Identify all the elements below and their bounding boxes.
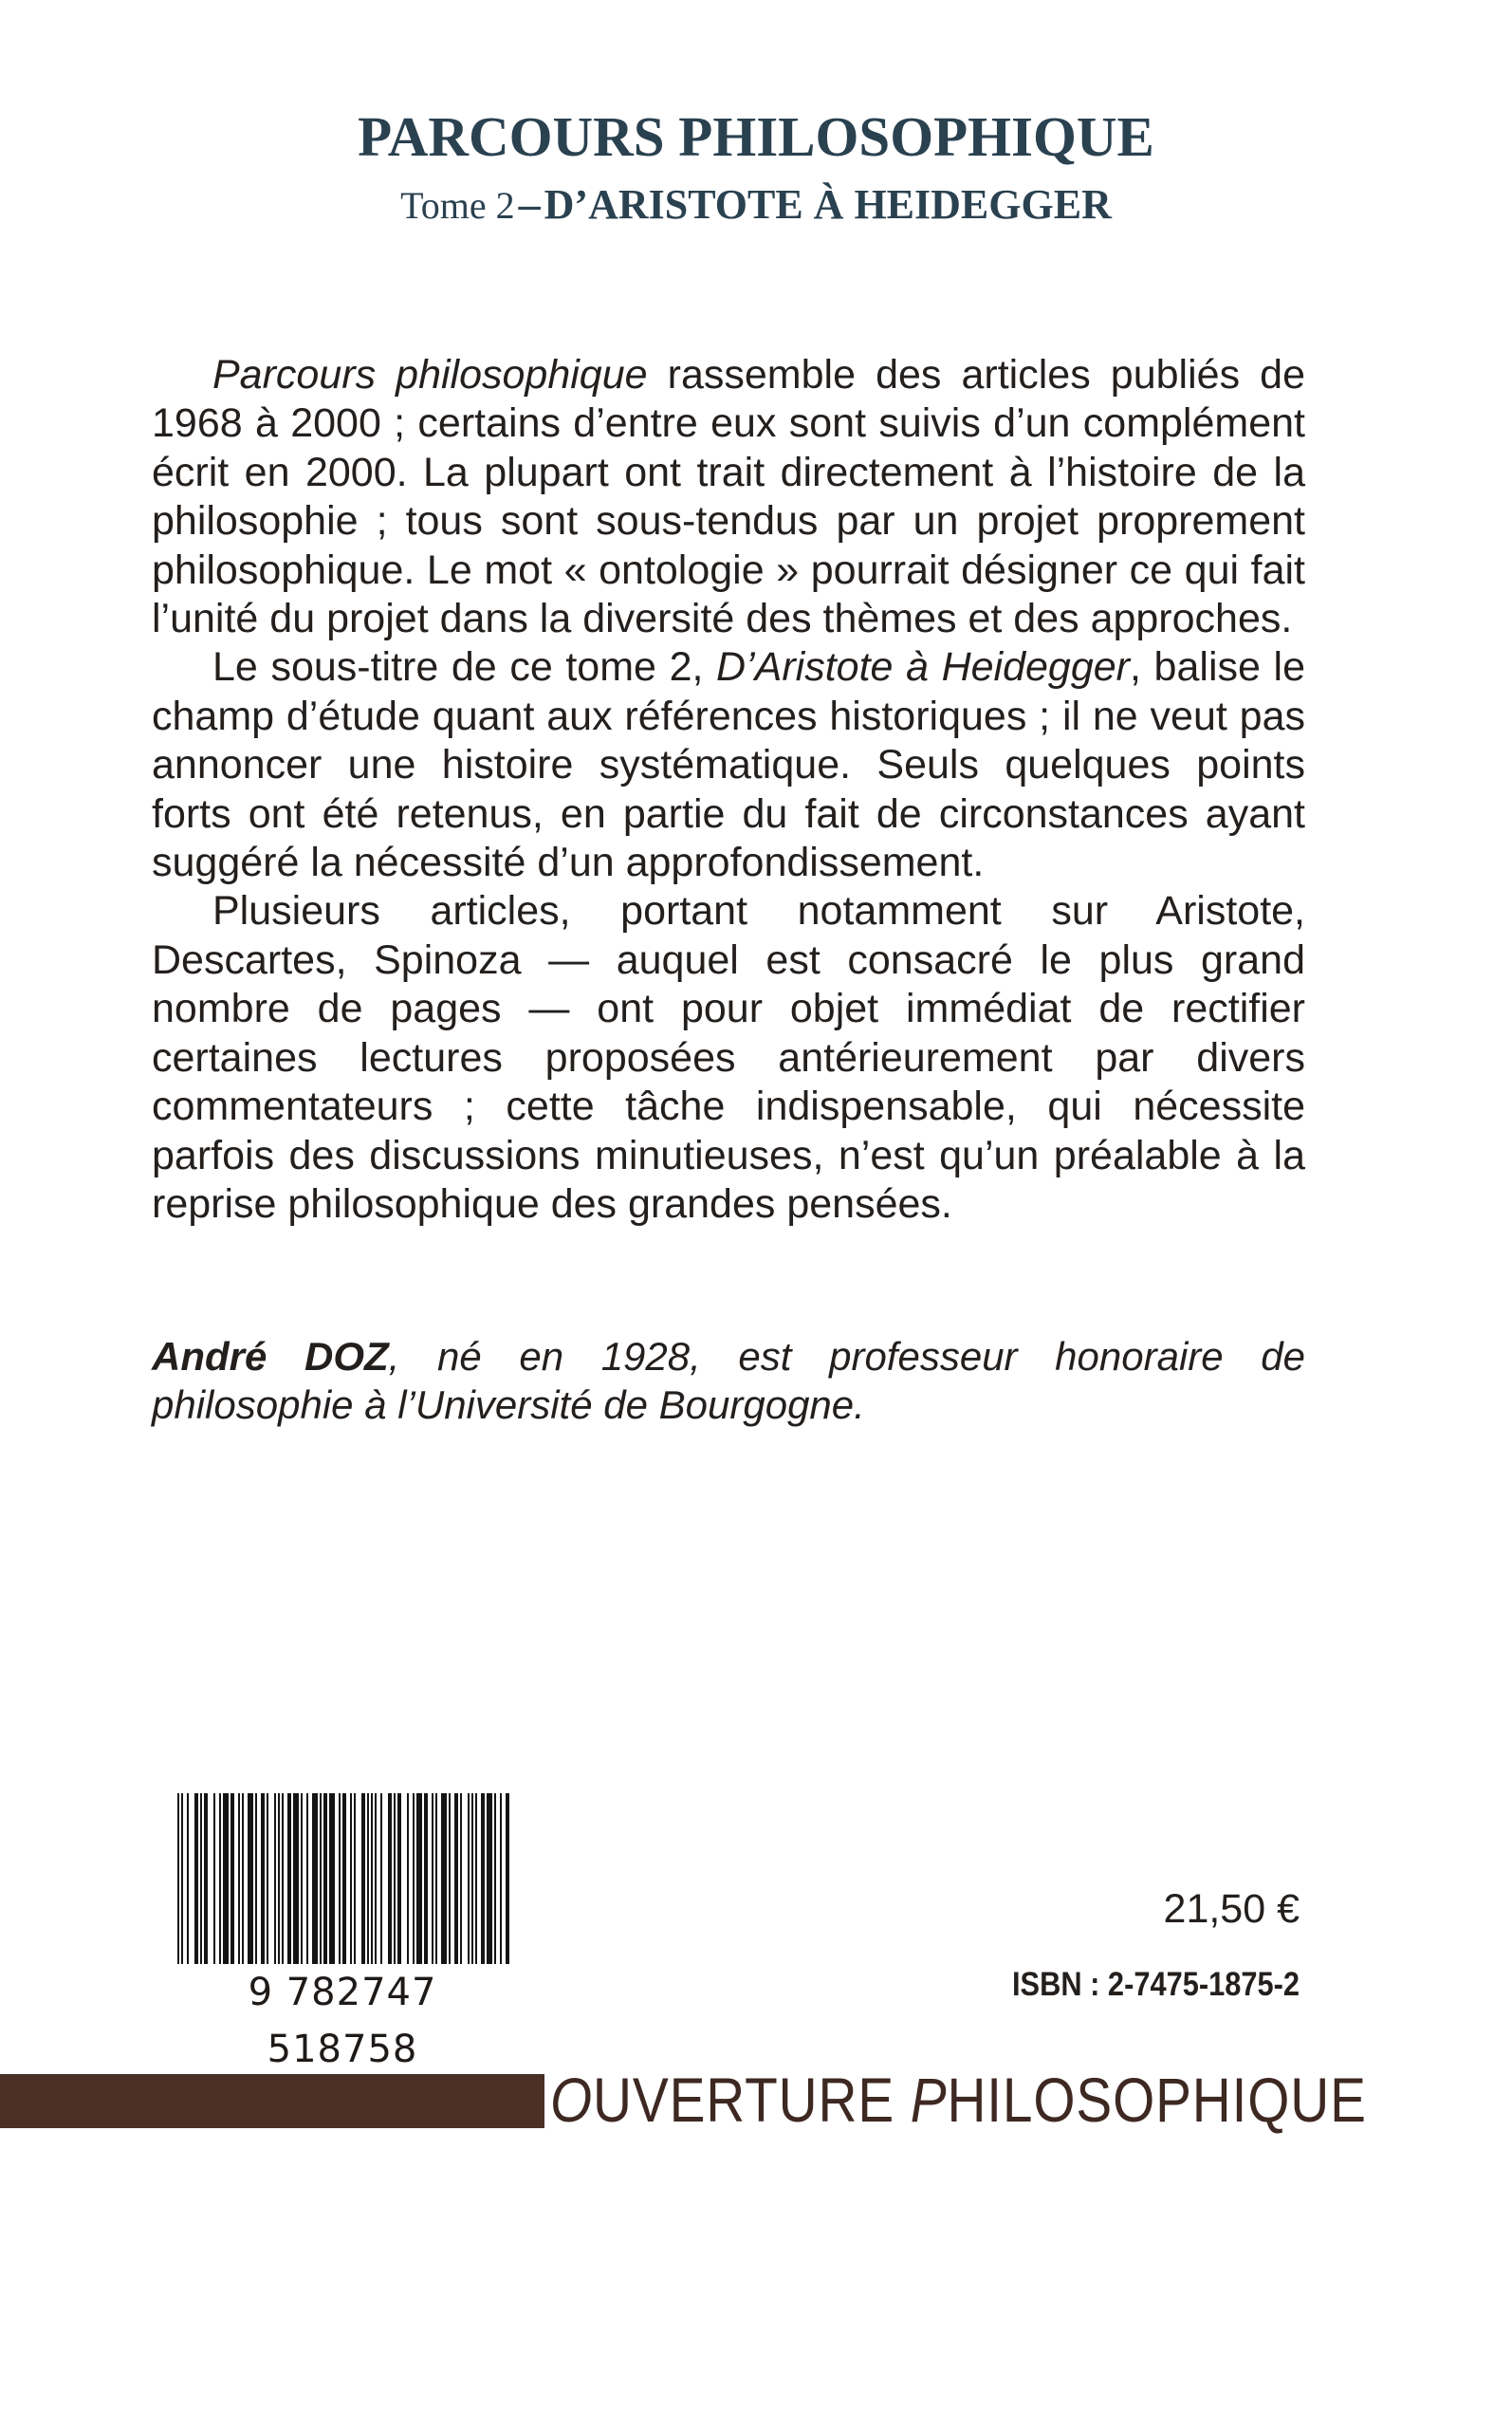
author-bio-text: , né en 1928, est professeur honoraire de philosophie à l’Université de Bourgogne.	[152, 1334, 1305, 1427]
series-name	[550, 2059, 1367, 2140]
barcode-bar	[500, 1793, 502, 1983]
barcode-bar	[375, 1793, 377, 1983]
barcode-bar	[204, 1793, 208, 1983]
barcode-bar	[242, 1793, 244, 1983]
barcode-bar	[329, 1793, 335, 1983]
author-name: André DOZ	[152, 1334, 389, 1379]
barcode-bar	[441, 1793, 447, 1983]
barcode-bar	[261, 1793, 265, 1983]
barcode-bar	[397, 1793, 401, 1983]
barcode-bar	[468, 1793, 470, 1983]
barcode-bar	[416, 1793, 422, 1983]
book-subtitle: D’ARISTOTE À HEIDEGGER	[544, 181, 1112, 228]
blurb-book-title: Parcours philosophique	[212, 352, 648, 398]
barcode-bar	[339, 1793, 341, 1983]
barcode-bar	[350, 1793, 352, 1983]
barcode-bar	[354, 1793, 356, 1983]
series-word-2: HILOSOPHIQUE	[947, 2065, 1367, 2135]
barcode-bar	[213, 1793, 215, 1983]
series-initial-p: P	[910, 2065, 948, 2135]
barcode-bar	[267, 1793, 268, 1983]
barcode-bar	[230, 1793, 234, 1983]
barcode-bar	[301, 1793, 303, 1983]
blurb-paragraph-3: Plusieurs articles, portant notamment sur Aristote, Descartes, Spinoza — auquel est consacré le plus grand nombre de pages — ont pour objet immédiat de rectifier certaines lectures proposées antérieurement par divers commentateurs ; cette tâche indispensable, qui nécessite parfois des discussions minutieuses, n’est qu’un préalable à la reprise philosophique des grandes pensées.	[152, 888, 1305, 1227]
barcode-bar	[481, 1793, 485, 1983]
barcode-bar	[454, 1793, 458, 1983]
barcode-bar	[475, 1793, 477, 1983]
blurb-paragraph-2	[152, 643, 1305, 887]
barcode-bar	[187, 1793, 189, 1983]
barcode-bar	[177, 1793, 179, 1983]
barcode-bar	[413, 1793, 415, 1983]
barcode-bar	[506, 1793, 509, 1983]
title-block	[0, 102, 1512, 248]
barcode-bar	[487, 1793, 492, 1983]
barcode-bar	[320, 1793, 322, 1983]
barcode-bar	[323, 1793, 327, 1983]
barcode-bar	[238, 1793, 240, 1983]
blurb-p2-subtitle: D’Aristote à Heidegger	[716, 644, 1130, 691]
barcode-digits: 9 782747 518758	[175, 1964, 509, 2078]
barcode-bar	[367, 1793, 369, 1983]
barcode-bar	[432, 1793, 433, 1983]
barcode-bar	[361, 1793, 365, 1983]
barcode-bar	[293, 1793, 299, 1983]
series-initial-o: O	[550, 2065, 594, 2135]
barcode-bar	[181, 1793, 183, 1983]
tome-label: Tome 2	[400, 184, 515, 227]
blurb-p2-text: , balise le champ d’étude quant aux références historiques ; il ne veut pas annoncer une histoire systématique. Seuls quelques points forts ont été retenus, en partie du fait de circonstances ayant suggéré la nécessité d’un approfondissement.	[152, 644, 1305, 886]
barcode-bar	[424, 1793, 428, 1983]
subtitle-dash: –	[518, 179, 541, 228]
barcode-bar	[287, 1793, 291, 1983]
barcode-bar	[380, 1793, 382, 1983]
barcode-bar	[371, 1793, 373, 1983]
blurb-p1-text: rassemble des articles publiés de 1968 à 2000 ; certains d’entre eux sont suivis d’un complément écrit en 2000. La plupart ont trait directement à l’histoire de la philosophie ; tous sont sous-tendus par un projet proprement philosophique. Le mot « ontologie » pourrait désigner ce qui fait l’unité du projet dans la diversité des thèmes et des approches.	[152, 352, 1305, 642]
barcode-bar	[394, 1793, 396, 1983]
barcode-bar	[219, 1793, 221, 1983]
barcode-bar	[342, 1793, 346, 1983]
barcode-bar	[278, 1793, 280, 1983]
book-subtitle-line	[0, 171, 1512, 248]
barcode-bar	[282, 1793, 284, 1983]
author-bio	[152, 1332, 1305, 1429]
barcode-bar	[194, 1793, 198, 1983]
barcode-bar	[471, 1793, 473, 1983]
book-title: PARCOURS PHILOSOPHIQUE	[358, 105, 1154, 168]
barcode-bars	[175, 1793, 509, 1983]
barcode-bar	[435, 1793, 437, 1983]
barcode-bar	[306, 1793, 308, 1983]
barcode-bar	[312, 1793, 318, 1983]
barcode-bar	[460, 1793, 462, 1983]
series-bar	[0, 2074, 544, 2128]
blurb-paragraph-1	[152, 351, 1305, 643]
series-word-1: UVERTURE	[593, 2065, 911, 2135]
barcode-bar	[274, 1793, 276, 1983]
barcode-bar	[449, 1793, 451, 1983]
barcode-bar	[223, 1793, 229, 1983]
blurb	[152, 351, 1305, 1229]
barcode-bar	[255, 1793, 257, 1983]
barcode-bar	[200, 1793, 202, 1983]
price: 21,50 €	[1163, 1886, 1300, 1932]
blurb-p2-start: Le sous-titre de ce tome 2,	[212, 644, 717, 691]
barcode	[175, 1793, 509, 2071]
barcode-bar	[407, 1793, 409, 1983]
barcode-bar	[494, 1793, 496, 1983]
isbn: ISBN : 2-7475-1875-2	[1011, 1966, 1300, 2003]
barcode-bar	[388, 1793, 392, 1983]
barcode-bar	[248, 1793, 253, 1983]
